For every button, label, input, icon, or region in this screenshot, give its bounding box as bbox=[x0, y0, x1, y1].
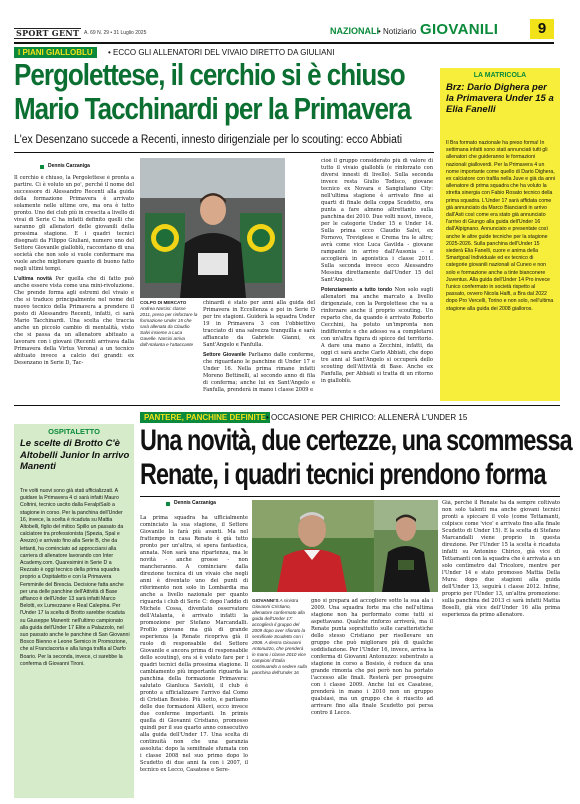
paragraph: cioè il gruppo considerato più di valore di tutto il vivaio gialloblù (e rinforzato con diversi innesti di livello). Sulla seconda invece resta Giulio Todisco, giovane tecnico ex Novara e Sangiuliano City: nell'ultima stagione è arrivato fino ai quarti di finale della coppa Scudetto, ora punta a fare almeno altrettanto sulla panchina dei 2010. Due volti nuovi, invece, per le categorie Under 15 e Under 14. Sulla prima ecco Claudio Salvi, ex Fornovo, Treviglese e Crema tra le altre; avrà come vice Luca Gavilda - giovane rampante in arrivo dall'Ausonia - e accoglierà in agonistica i classe 2011. Sulla seconda invece ecco Alessandro Messina direttamente dall'Under 15 del Sant'Angelo. bbox=[321, 158, 433, 283]
section-nazionali: NAZIONALI bbox=[330, 26, 379, 36]
byline-name: Dennis Carzaniga bbox=[48, 163, 90, 169]
sidebar-ospitaletto bbox=[14, 424, 134, 798]
article-kicker-sub: • ECCO GLI ALLENATORI DEL VIVAIO DIRETTO DA GIULIANI bbox=[108, 48, 335, 57]
paragraph-body: Non solo sugli allenatori ma anche marcato a livello dirigenziale, con la Pergolettese che va a rinforzare anche il proprio scouting. Un reparto che, da quando è arrivato Roberto Cecchini, ha potuto un'impronta non indifferente e che adesso va a completarsi con un'altra figura di spicco del territorio. A dare una mano a Zecchini, infatti, da oggi ci sarà anche Carlo Abbiati, che dopo tre anni al Sant'Angelo si occuperà dello scouting dell'Attività di Base. Anche ex Fanfulla, per Abbiati si tratta di un ritorno in gialloblù. bbox=[321, 287, 433, 384]
section-giovanili: GIOVANILI bbox=[420, 21, 499, 38]
article2-head-rule bbox=[140, 496, 560, 497]
paragraph: La prima squadra ha ufficialmente cominciato la sua stagione, il Settore Giovanile lo farà più avanti. Ma nel frattempo in casa Renate è già tutto pronto per un'altra, si spera fantastica, annata. Non sarà una ripartenza, ma le novità - anche grosse - non mancheranno. A cominciare dalla direzione tecnica di un vivaio che negli anni è diventato uno dei punti di riferimento non solo in Lombardia ma anche a livello nazionale per quanto riguarda i club di Serie C: dopo l'addio di Michele Cossa, diventato osservatore dell'Atalanta, è arrivato infatti la promozione per Stefano Marcandalli. Profilo giovane ma già di grande esperienza (a Renate ricopriva già il ruolo di responsabile del Settore Giovanile e ancora prima di responsabile dello scouting), ora si è voluto fare per i quadri tecnici della prossima stagione. Il cambiamento più importante riguarda la panchina della formazione Primavera: salutato Gianluca Saviolii, il club è pronto a ufficializzare l'arrivo dal Como di Cristian Bosisio. Più sotto, e parliamo delle due formazioni Allievi, ecco invece due conferme importanti. In primis quella di Giovanni Cristiano, promosso quindi per il suo quarto anno consecutivo alla guida dell'Under 17. Una scelta di continuità non che una garanzia assoluta: dopo la semifinale sfumata con i classe 2008 nel suo primo dopo lo Scudetto di due anni fa con i 2007, il tecnico ex Lecco, Casatese e Sere- bbox=[140, 515, 248, 773]
masthead bbox=[0, 0, 580, 46]
sidebar-matricola bbox=[440, 68, 560, 401]
sidebar2-title: Le scelte di Brotto C'è Altobelli Junior In arrivo Manenti bbox=[20, 438, 130, 472]
article-subhead: L'ex Desenzano succede a Recenti, innesto dirigenziale per lo scouting: ecco Abbiati bbox=[14, 134, 403, 146]
article1-top-rule bbox=[14, 152, 434, 153]
article2-column-3 bbox=[311, 598, 433, 798]
paragraph bbox=[203, 352, 315, 394]
paragraph-body: Per quella che di fatto può anche essere vista come una mini-rivoluzione. Che prende forma agli estremi del vivaio e che si traduce principalmente nel nome del nuovo tecnico della Primavera a prendere il posto di Alessandro Recenti, infatti, ci sarà Mario Tacchinardi. Una scelta che traccia anche un piccolo cambio di mentalità, visto che si passa da un allenatore abituato a lavorare con i giovani (Recenti arrivava dalla Primavera della Virtus Verona) a un tecnico abituato invece a calcio dei grandi: ex Desenzano in Serie D, Tac- bbox=[14, 276, 134, 366]
article2-top-rule bbox=[14, 405, 560, 406]
headline-line-2: Mario Tacchinardi per la Primavera bbox=[14, 91, 411, 126]
paragraph-lead: Potenziamento a tutto tondo bbox=[321, 287, 393, 293]
paragraph: chinardi è stato per anni alla guida del Primavera in Eccellenza e poi in Serie D per tre stagioni. Guiderà la squadra Under 19 in Primavera 3 con l'obbiettivo tracciato di una salvezza tranquilla e sarà affiancato da Gabriele Gianni, ex Sant'Angelo e Fanfulla. bbox=[203, 300, 315, 348]
article2-kicker-sub: • OCCASIONE PER CHIRICO: ALLENERÀ L'UNDER 15 bbox=[266, 413, 468, 422]
sidebar2-kicker: OSPITALETTO bbox=[48, 427, 100, 436]
caption-lead: COLPO DI MERCATO bbox=[140, 300, 187, 305]
masthead-logo: SPORT GENT bbox=[16, 28, 80, 38]
sidebar2-text: Tre volti nuovi sono già stati ufficializzati. A guidare la Primavera 4 ci sarà infatti Mauro Coltrini, tecnico uscito dalla FeralpiSalò a stagione in corso. Per la panchina dell'Under 16, invece, la scelta è ricaduta su Mattia Altobelli, figlio del mitico Spillo un passato da calciatore tra professionista (Spezia, Spal e Arezzo) e arrivato fino alla Serie B, che da lettanti, ha cominciato ad approcciarsi alla carriera di allenatore lavorando con Inter Academy.com. Quaresimini in Serie D a Rezzato è oggi tecnico della prima squadra proprio a Ospitaletto e con la Primavera Femminile del Brescia. Decisione fatta anche per una delle panchine dell'Attività di Base affianco è dell'Under 13 sarà infatti Marco Belotti, ex Lumezzane e Real Calepina. Per l'Under 17 la scelta di Brotto sarebbe ricaduta su Giuseppe Manenti: nell'ultimo campionato alla guida dell'Under 17 Elite a Palazzolo, nel suo passato anche le panchine di San Giovanni Bosco Bienno e Leone Semico in Promozione, che al Franciacorta e alla lunga trafila al Darfo Boario. Per la seconda, invece, ci sarebbe la conferma di Giovanni Tironi. bbox=[20, 488, 130, 667]
sidebar-kicker: LA MATRICOLA bbox=[473, 72, 527, 79]
photo2-caption bbox=[252, 598, 308, 676]
article-kicker: I PIANI GIALLOBLU bbox=[14, 47, 97, 58]
article2-column-1 bbox=[140, 515, 248, 798]
masthead-rule bbox=[14, 42, 554, 44]
article2-kicker: PANTERE, PANCHINE DEFINITE bbox=[140, 412, 270, 423]
article2-kicker-bar bbox=[140, 412, 560, 423]
article1-column-2 bbox=[203, 300, 315, 400]
issue-date: A. 69 N. 29 • 31 Luglio 2025 bbox=[84, 30, 147, 36]
player-photo-illustration bbox=[140, 158, 285, 298]
caption-lead: GIOVANNI'S bbox=[252, 598, 279, 603]
photo-caption bbox=[140, 300, 198, 348]
player-photo bbox=[140, 158, 285, 298]
article1-byline bbox=[14, 163, 134, 173]
byline-marker bbox=[40, 165, 44, 169]
article2-byline bbox=[140, 500, 260, 510]
paragraph-body: Parliamo dalle conferme, che riguardano le panchine di Under 17 e Under 16. Nella prima rimane infatti Moreno Bettinelli, al secondo anno di fila di conferma; anche lui ex Sant'Angelo e Fanfulla, prenderà in mano i classe 2009 e bbox=[203, 352, 315, 393]
caption-text: Andrea Narcisi: classe 2011, preso per rinforzare la formazione Under 15 che sarà allenata da Claudio Salvi insieme a Luca Gavelle. Narcisi arriva dall'Atalanta e l'attaccante bbox=[140, 306, 198, 347]
paragraph-lead: L'ultima novità bbox=[14, 276, 52, 282]
sidebar-title: Brz: Dario Dighera per la Primavera Under 15 a Elia Fanelli bbox=[446, 82, 554, 115]
paragraph: Già, perché il Renate ha da sempre coltivato non solo talenti ma anche giovani tecnici pronti a spiccare il volo (come Tettamanti, colpisce come 'vice' e arrivato fino alla finale Scudetto di Under 15). E la scelta di Stefano Marcandalli viene proprio in questa direzione. Per l'Under 15 la scelta è ricaduta infatti su Antonino Chirico, già vice di Tettamanti con la squadra che è arrivata a un solo centimetro dal Tricolore, mentre per l'Under 14 e stato promosso Mattia Della Mura: dopo due stagioni alla guida dell'Under 13, seguirà i classe 2012. Infine, proprio per l'Under 13, un'altra promozione: sulla panchina del 2013 ci sarà infatti Mattia Boselli, già vice dell'Under 16 alla prima esperienza da primo allenatore. bbox=[442, 500, 560, 618]
paragraph: Il cerchio è chiuso, la Pergolettese è pronta a partire. Ci è voluto un po', perché il nome del successore di Alessandro Recenti alla guida della formazione Primavera è arrivato solamente nelle ultime ore, ma ora è tutto pronto. Uno dei club più in crescita a livello di vivai di Serie C ha infatti definito quelli che saranno gli allenatori delle giovanili della prossima stagione. E i quadri tecnici disegnati da Filippo Giuliani, numero uno del Settore Giovanile gialloblù, raccontano di una società che non solo si vuole confermare ma vuole anche migliorare quanto di buono fatto negli ultimi tempi. bbox=[14, 175, 134, 272]
article2-column-4 bbox=[442, 500, 560, 798]
caption-text: A sinistra Giovanni Cristiano, allenatore confermato alla guida dell'Under 17: accoglierà il gruppo del 2009 dopo aver sfiorato la semifinale Scudetto con i 2008. A destra Giovanni Antonuzzo, che prenderà in mano i classe 2010 vice campioni d'Italia continuando a sedere sulla panchina dell'Under 16 bbox=[252, 598, 307, 675]
headline2-line-2: Renate, i quadri tecnici prendono forma bbox=[140, 458, 546, 491]
article1-column-1 bbox=[14, 175, 134, 401]
article1-column-3 bbox=[321, 158, 433, 401]
coach-photo-illustration bbox=[374, 500, 438, 592]
byline-marker bbox=[166, 502, 170, 506]
page-number: 9 bbox=[530, 19, 554, 39]
headline-line-1: Pergolettese, il cerchio si è chiuso bbox=[14, 57, 405, 92]
paragraph-lead: Settore Giovanile bbox=[203, 352, 246, 358]
coach-photo-cristiano bbox=[252, 500, 374, 592]
coach-photo-antonuzzo bbox=[374, 500, 438, 592]
paragraph bbox=[14, 276, 134, 367]
byline-name: Dennis Carzaniga bbox=[174, 500, 216, 506]
sidebar-text: Il Bra formato nazionale ha preso forma! In settimana infatti sono stati annunciati tutti gli allenatori che guideranno le formazioni nazionali gialloverdi. Per la Primavera 4 un nome importante come quello di Dario Dighera, ex calciatore con trafila nella Juve e già da anni allenatore di prima squadra che ha voluto la stretta sinergia con Fabio Rosato tecnico della prima squadra. L'Under 17 sarà affidata come già annunciato da Marco Bianciardi in arrivo dall'Asti così come era stato già annunciato l'arrivo di Giungo alla guida dell'Under 16 dall'Alpignano. Annunciato e presentate così anche le altre guide tecniche per la stagione 2025-2026. Sulla panchina dell'Under 15 siederà Elia Fanelli, cuore e anima della Smartgoal Individuale ed ex tecnico di categorie giovanili nazionali al Cuneo e non solo e formazione anche a tinte bianconere Juventus. Alla guida dell'Under 14 Pro invece l'unico confermato in società rispetto al passato, ovvero Nicola Halfi, a Bra dal 2022 dopo Pro Vercelli, Torino e non solo, nell'ultima stagione alla guida dei 2008 gialloros. bbox=[446, 140, 556, 312]
paragraph: gno si prepara ad accogliere sotto la sua ala i 2009. Una squadra forte ma che nell'ultima stagione non ha performato come tutti si aspettavano. Qualche rinforzo arriverà, ma il Renate punta soprattutto sulle caratteristiche dello stesso Cristiano per risollevare un gruppo che può migliorare più di qualche soddisfazione. Per l'Under 16, invece, arriva la conferma di Giovanni Antonuzzo: subentrato a stagione in corso a Bosisio, è reduce da una grande rimonta che poi però non ha portato l'accesso alle finali. Resterà per proseguire con i classe 2009. Anche lui ex Casatese, prenderà in mano i 2010 non un gruppo qualsiasi, ma un gruppo che è riuscito ad arrivare fino alla finale Scudetto poi persa contro il Lecco. bbox=[311, 598, 433, 716]
section-notiziario: • Notiziario bbox=[378, 27, 417, 36]
coach-photo-illustration bbox=[252, 500, 374, 592]
paragraph bbox=[321, 287, 433, 385]
headline2-line-1: Una novità, due certezze, una scommessa bbox=[140, 424, 572, 457]
